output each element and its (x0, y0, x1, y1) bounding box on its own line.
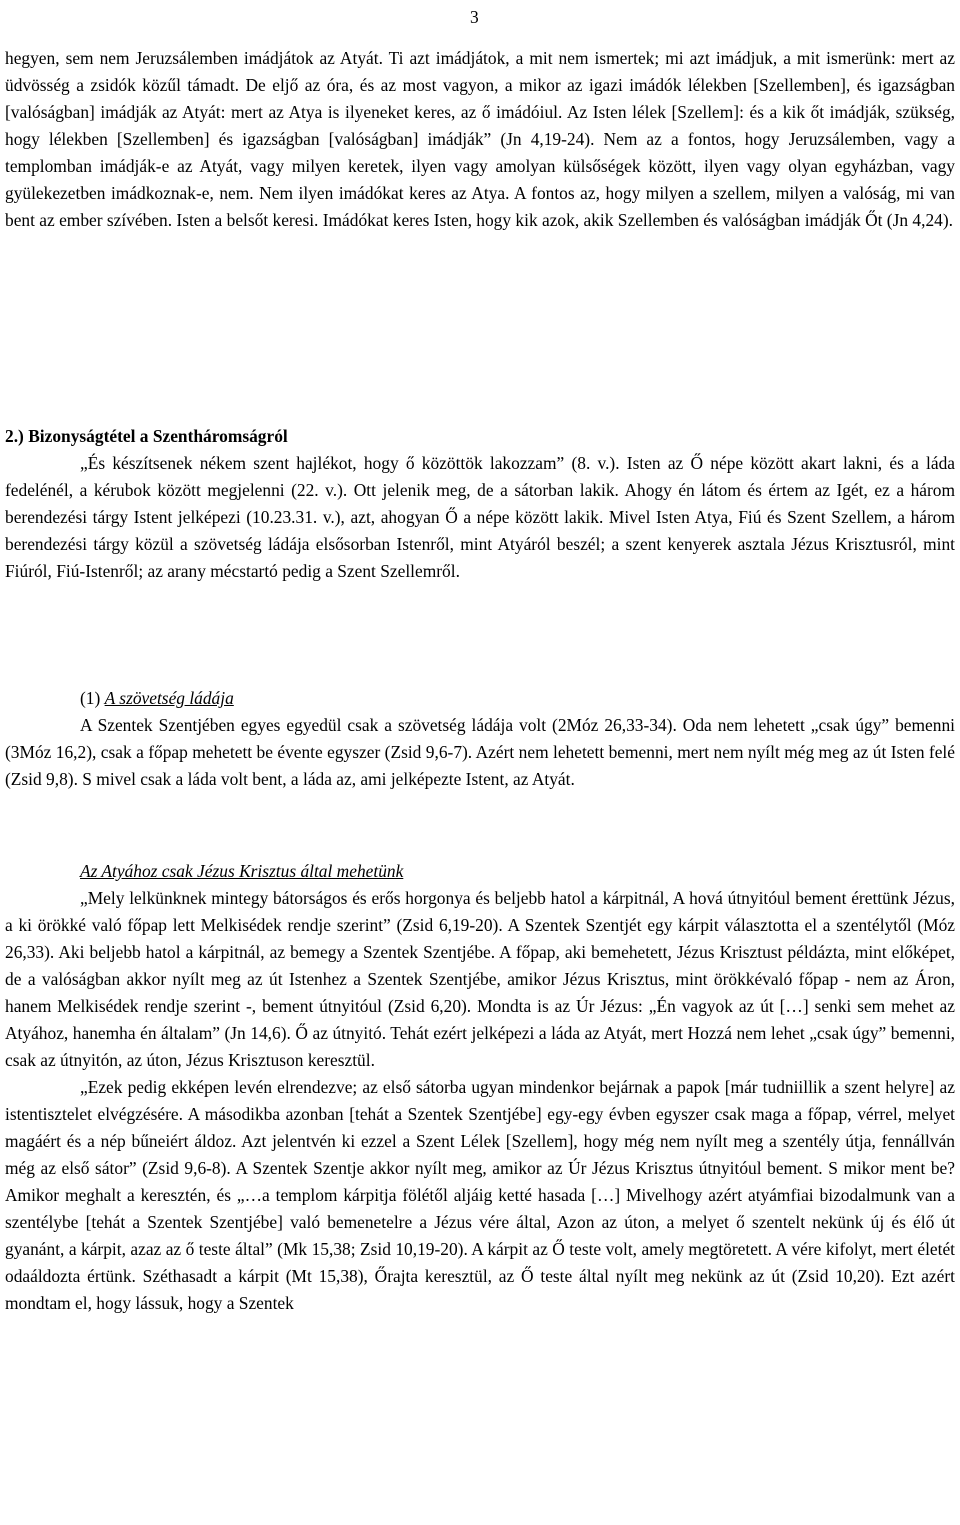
subsection-2-paragraph-2: „Ezek pedig ekképen levén elrendezve; az első sátorba ugyan mindenkor bejárnak a papok [már tudniillik a szent helyre] az istentisztelet elvégzésére. A másodikba azonban [tehát a Szentek Szentjébe] egy-egy évben egyszer csak maga a főpap, vérrel, melyet magáért és a nép bűneiért áldoz. Azt jelentvén ki ezzel a Szent Lélek [Szellem], hogy még nem nyílt meg a szentély útja, fennállván még az első sátor” (Zsid 9,6-8). A Szentek Szentje akkor nyílt meg, amikor az Úr Jézus Krisztus útnyitóul bement. S mikor ment be? Amikor meghalt a keresztén, és „…a templom kárpitja fölétől aljáig ketté hasada […] Mivelhogy azért atyámfiai bizodalmunk van a szentélybe [tehát a Szentek Szentjébe] való bemenetelre a Jézus vére által, Azon az úton, a melyet ő szentelt nekünk új és élő út gyanánt, a kárpit, azaz az ő teste által” (Mk 15,38; Zsid 10,19-20). A kárpit az Ő teste volt, amely megtöretett. A vére kifolyt, mert életét odaáldozta értünk. Széthasadt a kárpit (Mt 15,38), Őrajta keresztül, az Ő teste által nyílt meg nekünk az út (Zsid 10,20). Ezt azért mondtam el, hogy lássuk, hogy a Szentek (5, 1077, 955, 1313)
page-number: 3 (470, 7, 479, 27)
subsection-1 (5, 685, 955, 793)
intro-section (5, 45, 955, 234)
section-2-paragraph: „És készítsenek nékem szent hajlékot, hogy ő közöttök lakozzam” (8. v.). Isten az Ő népe között akart lakni, és a láda fedelénél, a kérubok között megjelenni (22. v.). Ott jelenik meg, de a sátorban lakik. Ahogy én látom és értem az Igét, ez a három berendezési tárgy Istent jelképezi (10.23.31. v.), azt, ahogyan Ő a népe között lakik. Mivel Isten Atya, Fiú és Szent Szellem, a három berendezési tárgy közül a szövetség ládája elsősorban Istenről, mint Atyáról beszél; a szent kenyerek asztala Jézus Krisztusról, mint Fiúról, Fiú-Istenről; az arany mécstartó pedig a Szent Szellemről. (5, 453, 955, 581)
subsection-2-paragraph-1: „Mely lelkünknek mintegy bátorságos és erős horgonya és beljebb hatol a kárpitnál, A hová útnyitóul bement érettünk Jézus, a ki örökké való főpap lett Melkisédek rendje szerint” (Zsid 6,19-20). A Szentek Szentjét egy kárpit választotta el a szentélytől (Móz 26,33). Aki beljebb hatol a kárpitnál, az bemegy a Szentek Szentjébe. A főpap, aki bemehetett, Jézus Krisztust példázta, mint előképet, de a valóságban akkor nyílt meg az út Istenhez a Szentek Szentjébe, amikor Jézus Krisztus, mint örökkévaló főpap - nem az Áron, hanem Melkisédek rendje szerint -, bement útnyitóul (Zsid 6,20). Mondta is az Úr Jézus: „Én vagyok az út […] senki sem mehet az Atyához, hanemha én általam” (Jn 14,6). Ő az útnyitó. Tehát ezért jelképezi a láda az Atyát, mert Hozzá nem lehet „csak úgy” bemenni, csak az útnyitón, az úton, Jézus Krisztuson keresztül. (5, 888, 955, 1070)
section-2-heading (5, 423, 955, 450)
subsection-1-number: (1) (80, 688, 101, 708)
subsection-1-title: A szövetség ládája (104, 688, 234, 708)
section-2-number: 2.) (5, 426, 24, 446)
subsection-1-paragraph: A Szentek Szentjében egyes egyedül csak a szövetség ládája volt (2Móz 26,33-34). Oda nem lehetett „csak úgy” bemenni (3Móz 16,2), csak a főpap mehetett be évente egyszer (Zsid 9,6-7). Azért nem lehetett bemenni, mert nem nyílt még meg az út Isten felé (Zsid 9,8). S mivel csak a láda volt bent, a láda az, ami jelképezte Istent, az Atyát. (5, 715, 955, 789)
intro-paragraph: hegyen, sem nem Jeruzsálemben imádjátok az Atyát. Ti azt imádjátok, a mit nem ismertek; mi azt imádjuk, a mit ismerünk: mert az üdvösség a zsidók közűl támadt. De eljő az óra, és az most vagyon, a mikor az igazi imádók lélekben [Szellemben], és igazságban [valóságban] imádják az Atyát: mert az Atya is ilyeneket keres, az ő imádóiul. Az Isten lélek [Szellem]: és a kik őt imádják, szükség, hogy lélekben [Szellemben] és igazságban [valóságban] imádják” (Jn 4,19-24). Nem az a fontos, hogy Jeruzsálemben, vagy a templomban imádják-e az Atyát, vagy milyen keretek, ilyen vagy amolyan külsőségek között, ilyen vagy olyan egyházban, vagy gyülekezetben imádkoznak-e, nem. Nem ilyen imádókat keres az Atya. A fontos az, hogy milyen a szellem, milyen a valóság, mi van bent az ember szívében. Isten a belsőt keresi. Imádókat keres Isten, hogy kik azok, akik Szellemben és valóságban imádják Őt (Jn 4,24). (5, 48, 955, 230)
section-2 (5, 423, 955, 585)
subsection-2 (5, 858, 955, 1317)
section-2-title: Bizonyságtétel a Szentháromságról (28, 426, 288, 446)
subsection-1-heading (5, 685, 955, 712)
subsection-2-heading (5, 858, 955, 885)
subsection-2-title: Az Atyához csak Jézus Krisztus által mehetünk (80, 861, 404, 881)
